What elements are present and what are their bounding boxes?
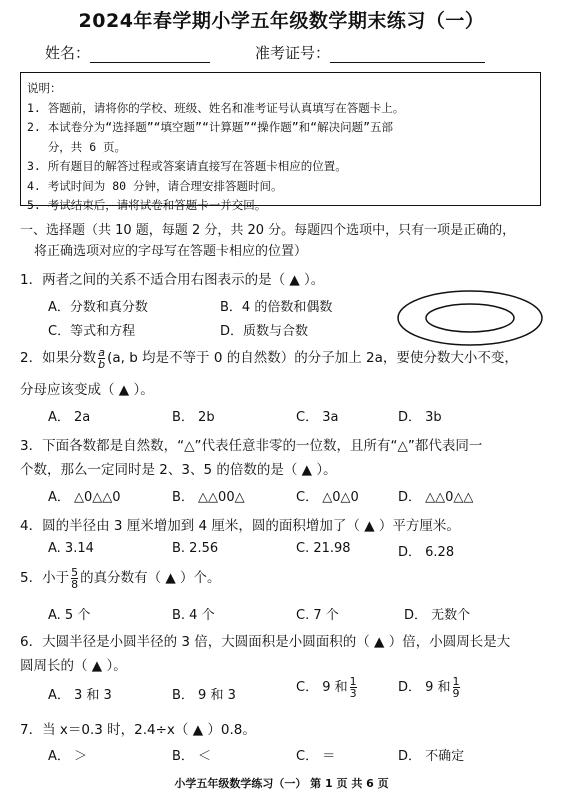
q4-option-c: C. 21.98 xyxy=(296,541,351,556)
exam-id-field xyxy=(255,42,485,63)
question-4-text: 4．圆的半径由 3 厘米增加到 4 厘米，圆的面积增加了（ ▲ ）平方厘米。 xyxy=(20,518,460,534)
q1-option-a: A．分数和真分数 xyxy=(48,300,148,315)
fraction-numerator: 1 xyxy=(349,675,357,688)
question-6-line1: 6．大圆半径是小圆半径的 3 倍，大圆面积是小圆面积的（ ▲ ）倍，小圆周长是大 xyxy=(20,634,511,650)
q1-option-b: B．4 的倍数和偶数 xyxy=(220,300,333,315)
fraction-numerator: 1 xyxy=(452,675,460,688)
q4-option-b: B. 2.56 xyxy=(172,541,219,556)
q5-option-a: A. 5 个 xyxy=(48,608,91,623)
q3-option-a: A． △0△△0 xyxy=(48,490,121,505)
exam-id-blank xyxy=(330,46,485,63)
q6-option-d-label: D． 9 和 xyxy=(398,680,451,695)
section-heading-line: 一、选择题（共 10 题，每题 2 分，共 20 分。每题四个选项中，只有一项是正确的， xyxy=(20,223,516,238)
q1-option-d: D．质数与合数 xyxy=(220,324,309,339)
q7-option-c: C． ＝ xyxy=(296,749,336,764)
fraction-numerator: 5 xyxy=(71,565,79,579)
question-7-text: 7．当 x＝0.3 时，2.4÷x（ ▲ ）0.8。 xyxy=(20,722,256,738)
q6-option-c xyxy=(296,676,359,699)
q7-option-d: D． 不确定 xyxy=(398,749,465,764)
q2-option-a: A． 2a xyxy=(48,410,91,425)
q5-option-c: C. 7 个 xyxy=(296,608,339,623)
instruction-item: 4. 考试时间为 80 分钟，请合理安排答题时间。 xyxy=(27,178,283,193)
question-3-line2: 个数，那么一定同时是 2、3、5 的倍数的是（ ▲ ）。 xyxy=(20,462,337,478)
fraction-denominator: b xyxy=(98,357,106,371)
q5-text-pre: 5．小于 xyxy=(20,570,70,586)
q1-option-c: C．等式和方程 xyxy=(48,324,136,339)
q7-option-b: B． ＜ xyxy=(172,749,212,764)
question-6-line2: 圆周长的（ ▲ ）。 xyxy=(20,658,127,674)
q2-text-post: (a, b 均是不等于 0 的自然数）的分子加上 2a，要使分数大小不变， xyxy=(107,350,518,366)
question-3-line1: 3．下面各数都是自然数，“△”代表任意非零的一位数，且所有“△”都代表同一 xyxy=(20,438,483,454)
question-5-text xyxy=(20,566,221,590)
q4-option-d: D． 6.28 xyxy=(398,545,455,560)
name-field xyxy=(45,42,210,63)
name-blank xyxy=(90,46,210,63)
q6-option-c-fraction xyxy=(350,676,357,699)
instruction-item: 1. 答题前，请将你的学校、班级、姓名和准考证号认真填写在答题卡上。 xyxy=(27,100,405,115)
question-1-text: 1．两者之间的关系不适合用右图表示的是（ ▲ ）。 xyxy=(20,272,325,288)
q2-option-b: B． 2b xyxy=(172,410,215,425)
q2-fraction xyxy=(98,347,105,370)
q6-option-d-fraction xyxy=(453,676,460,699)
fraction-denominator: 3 xyxy=(349,687,357,700)
fraction-numerator: a xyxy=(98,345,105,359)
question-2-text xyxy=(20,346,518,370)
instruction-item: 5. 考试结束后，请将试卷和答题卡一并交回。 xyxy=(27,198,267,212)
inner-ellipse xyxy=(426,304,514,332)
q3-option-b: B． △△00△ xyxy=(172,490,245,505)
name-label: 姓名： xyxy=(45,44,91,62)
instruction-item: 3. 所有题目的解答过程或答案请直接写在答题卡相应的位置。 xyxy=(27,159,347,173)
nested-ellipses-diagram xyxy=(395,288,545,348)
instructions-box xyxy=(20,72,541,212)
q6-option-d xyxy=(398,676,462,699)
exam-id-label: 准考证号： xyxy=(255,44,331,62)
q4-option-a: A. 3.14 xyxy=(48,541,94,556)
page-title: 2024年春学期小学五年级数学期末练习（一） xyxy=(78,10,485,32)
section-heading xyxy=(20,220,545,262)
section-heading-line: 将正确选项对应的字母写在答题卡相应的位置） xyxy=(34,244,308,259)
q5-option-d: D． 无数个 xyxy=(404,608,471,623)
q5-text-post: 的真分数有（ ▲ ）个。 xyxy=(80,570,221,586)
outer-ellipse xyxy=(398,291,542,345)
q5-option-b: B. 4 个 xyxy=(172,608,215,623)
fraction-denominator: 8 xyxy=(71,577,79,591)
q2-text-pre: 2．如果分数 xyxy=(20,350,97,366)
q6-option-a: A． 3 和 3 xyxy=(48,688,112,703)
q2-option-c: C． 3a xyxy=(296,410,339,425)
q6-option-b: B． 9 和 3 xyxy=(172,688,236,703)
instructions-heading: 说明： xyxy=(27,81,62,95)
q7-option-a: A． ＞ xyxy=(48,749,88,764)
question-2-line2: 分母应该变成（ ▲ ）。 xyxy=(20,382,154,398)
q6-option-c-label: C． 9 和 xyxy=(296,680,348,695)
instruction-item: 分，共 6 页。 xyxy=(27,139,127,154)
fraction-denominator: 9 xyxy=(452,687,460,700)
instruction-item: 2. 本试卷分为“选择题”“填空题”“计算题”“操作题”和“解决问题”五部 xyxy=(27,120,394,134)
q3-option-c: C． △0△0 xyxy=(296,490,359,505)
q2-option-d: D． 3b xyxy=(398,410,442,425)
page-footer: 小学五年级数学练习（一） 第 1 页 共 6 页 xyxy=(174,777,389,790)
q5-fraction xyxy=(71,567,78,590)
q3-option-d: D． △△0△△ xyxy=(398,490,474,505)
